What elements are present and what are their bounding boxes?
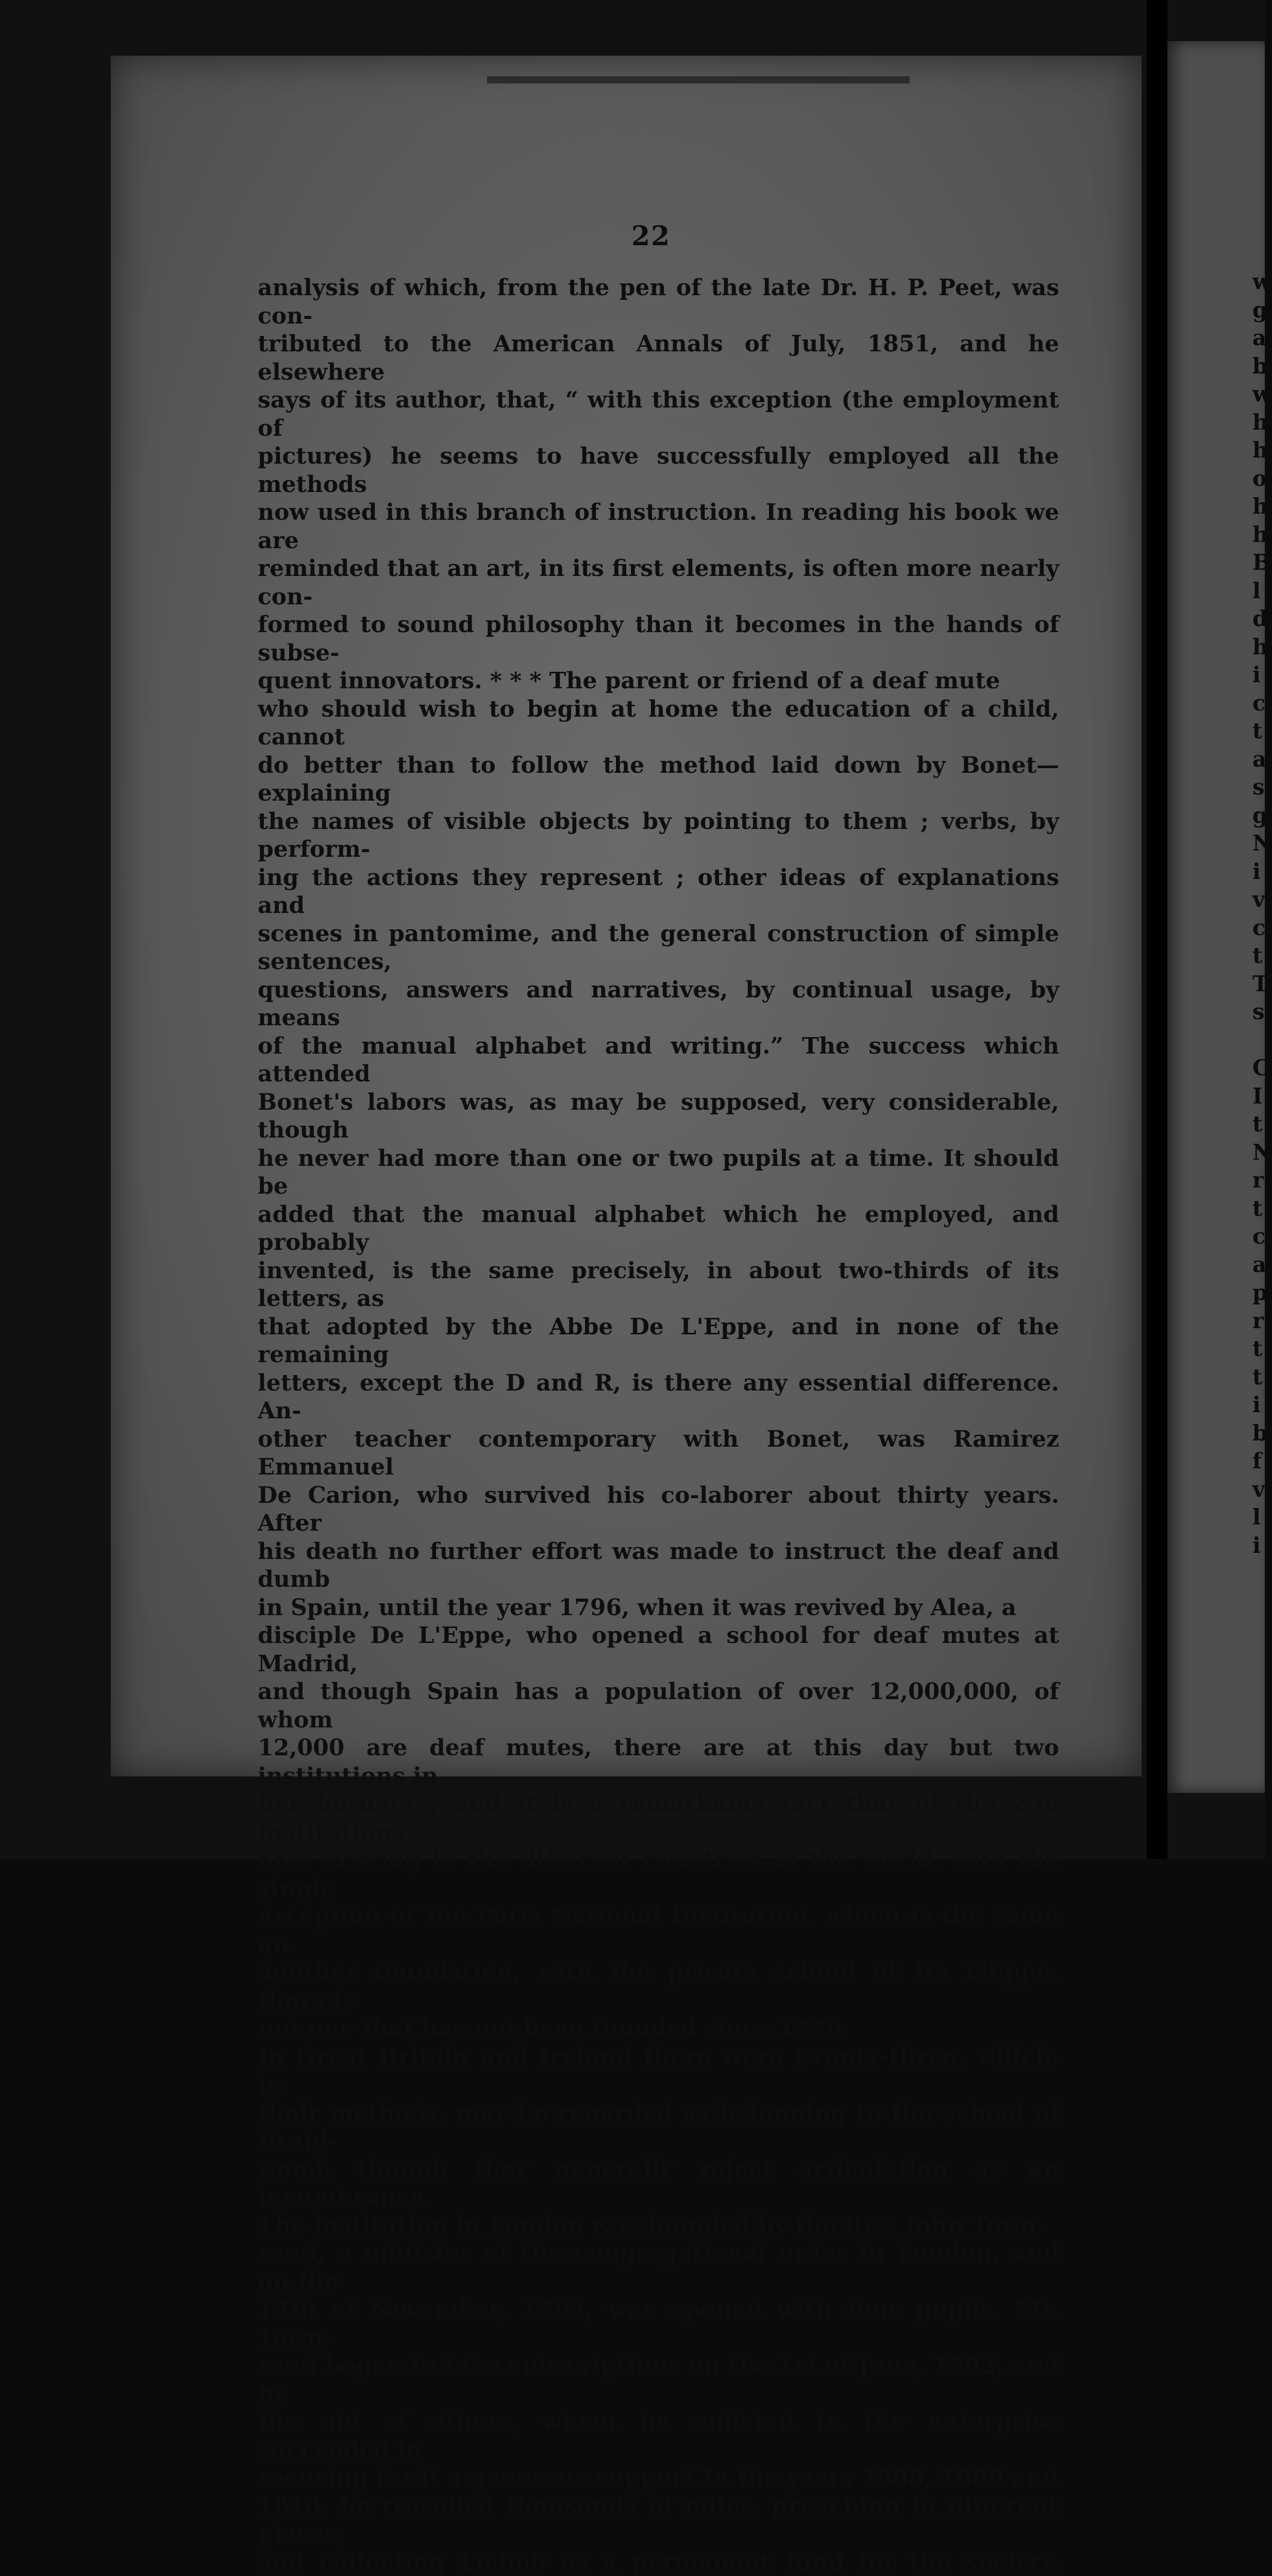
page-top-strip bbox=[487, 76, 910, 83]
paragraph: analysis of which, from the pen of the late Dr. H. P. Peet, was con- tributed to the American Annals of July, 1851, and he elsewhere says of its author, that, “ with this exception (the employment of pictures) he seems to have successfully employed all the methods now used in this branch of instruction. In reading his book we are reminded that an art, in its first elements, is often more nearly con- formed to sound philosophy than it becomes in the hands of subse- quent innovators. * * * The parent or friend of a deaf mute who should wish to begin at home the education of a child, cannot do better than to follow the method laid down by Bonet—explaining the names of visible objects by pointing to them ; verbs, by perform- ing the actions they represent ; other ideas of explanations and scenes in pantomime, and the general construction of simple sentences, questions, answers and narratives, by continual usage, by means of the manual alphabet and writing.” The success which attended Bonet's labors was, as may be supposed, very considerable, though he never had more than one or two pupils at a time. It should be added that the manual alphabet which he employed, and probably invented, is the same precisely, in about two-thirds of its letters, as that adopted by the Abbe De L'Eppe, and in none of the remaining letters, except the D and R, is there any essential difference. An- other teacher contemporary with Bonet, was Ramirez Emmanuel De Carion, who survived his co-laborer about thirty years. After his death no further effort was made to instruct the deaf and dumb in Spain, until the year 1796, when it was revived by Alea, a disciple De L'Eppe, who opened a school for deaf mutes at Madrid, and though Spain has a population of over 12,000,000, of whom 12,000 are deaf mutes, there are at this day but two institutions in her borders ; and it is a remarkable fact that of the 238 institutions now existing in the different countries of the world, with the single exception of the Paris National Institution, which is the same on another foundation, with the private school of De L'Eppe, there is not one that has not been founded since 1776. bbox=[258, 274, 1059, 2043]
book-gutter bbox=[1147, 0, 1167, 1859]
adjacent-page-edge-letters: w g a b w h h o h h B l d h i c t a s g N i v c t T s C I t N r t c a p r t t i b f v l i bbox=[1252, 268, 1265, 1560]
page-number: 22 bbox=[631, 221, 671, 252]
paragraph: The institution in London was founded by the Rev. John Town- send, a minister of the congregational order in London, and on the 14th of November, 1792, was opened with four pupils. Mr. Town- send began to take subscriptions on the 1st of June, 1792, and by the aid of others, whom he enlisted in the enterprise succeeded in securing for it a generous support In the years 1808, 1809 and 1810, he travelled thousands of miles, preaching in different places, and collecting £6,000 as a permanent fund for the society. bbox=[258, 2212, 1059, 2576]
paragraph: In Great Britain and Ireland there were twenty-three, which, in their methods, may be regarded as belonging to the school of Braid- wood, though they generally reject articulation as an incumbrance. bbox=[258, 2043, 1059, 2212]
adjacent-page bbox=[1167, 41, 1265, 1793]
body-text bbox=[258, 274, 1059, 2576]
